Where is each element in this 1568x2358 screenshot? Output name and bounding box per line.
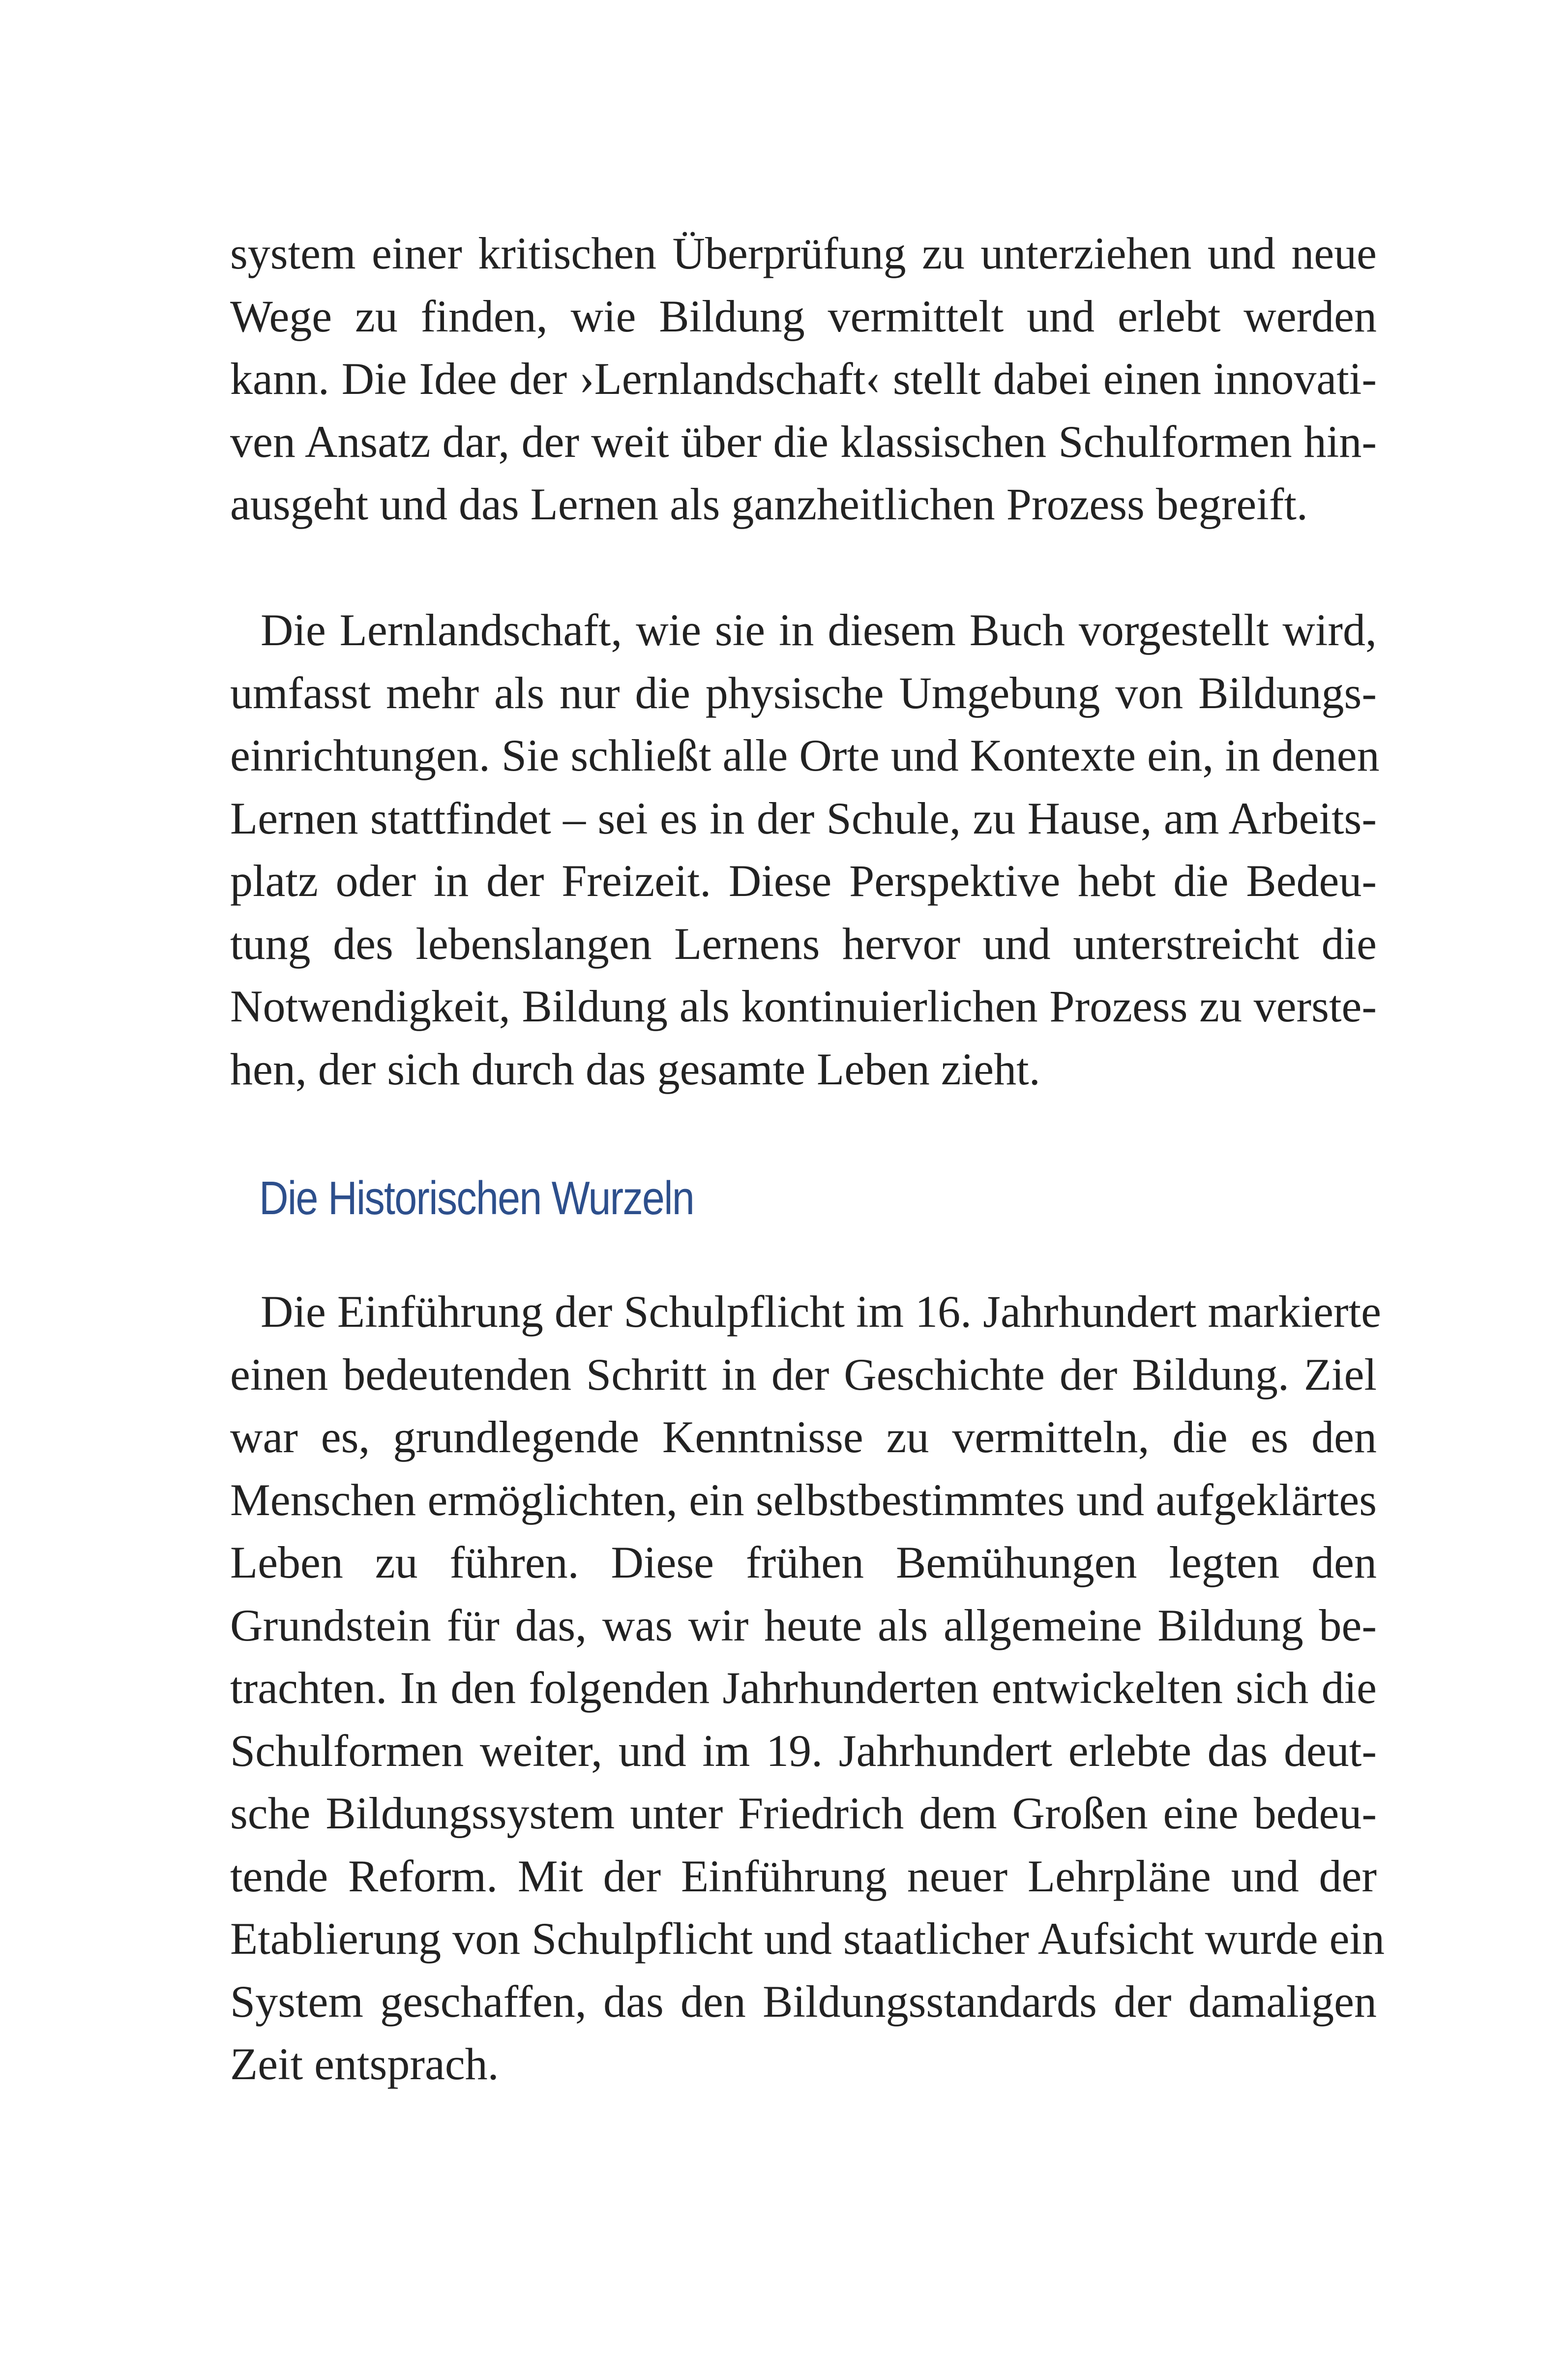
text-line: platz oder in der Freizeit. Diese Perspektive hebt die Bedeu-	[230, 856, 1377, 906]
text-line: tende Reform. Mit der Einführung neuer Lehrpläne und der	[230, 1851, 1377, 1901]
text-line: Die Lernlandschaft, wie sie in diesem Buch vorgestellt wird,	[261, 605, 1377, 655]
text-line: Die Einführung der Schulpflicht im 16. Jahrhundert markierte	[261, 1286, 1381, 1337]
text-line: war es, grundlegende Kenntnisse zu vermitteln, die es den	[230, 1412, 1377, 1462]
text-line: kann. Die Idee der ›Lernlandschaft‹ stellt dabei einen innovati-	[230, 354, 1377, 404]
text-line: Lernen stattfindet – sei es in der Schule, zu Hause, am Arbeits-	[230, 793, 1377, 843]
text-line: ven Ansatz dar, der weit über die klassischen Schulformen hin-	[230, 416, 1377, 467]
paragraph-continuation	[230, 222, 1377, 536]
text-line: Schulformen weiter, und im 19. Jahrhundert erlebte das deut-	[230, 1725, 1377, 1776]
text-line: umfasst mehr als nur die physische Umgebung von Bildungs-	[230, 667, 1377, 718]
text-line: Etablierung von Schulpflicht und staatlicher Aufsicht wurde ein	[230, 1913, 1385, 1964]
text-line: Menschen ermöglichten, ein selbstbestimmtes und aufgeklärtes	[230, 1474, 1377, 1525]
text-line: sche Bildungssystem unter Friedrich dem Großen eine bedeu-	[230, 1788, 1377, 1838]
section-heading: Die Historischen Wurzeln	[259, 1172, 694, 1224]
text-line: hen, der sich durch das gesamte Leben zieht.	[230, 1044, 1040, 1094]
text-line: einen bedeutenden Schritt in der Geschichte der Bildung. Ziel	[230, 1349, 1377, 1400]
text-line: Wege zu finden, wie Bildung vermittelt und erlebt werden	[230, 291, 1377, 341]
text-line: tung des lebenslangen Lernens hervor und unterstreicht die	[230, 918, 1377, 969]
text-line: einrichtungen. Sie schließt alle Orte und Kontexte ein, in denen	[230, 730, 1380, 780]
text-line: Grundstein für das, was wir heute als allgemeine Bildung be-	[230, 1600, 1377, 1650]
paragraph-lernlandschaft	[230, 599, 1380, 1101]
text-line: Zeit entsprach.	[230, 2039, 499, 2089]
text-line: ausgeht und das Lernen als ganzheitlichen Prozess begreift.	[230, 479, 1308, 529]
text-line: trachten. In den folgenden Jahrhunderten entwickelten sich die	[230, 1663, 1377, 1713]
text-line: Notwendigkeit, Bildung als kontinuierlichen Prozess zu verste-	[230, 981, 1377, 1031]
text-line: Leben zu führen. Diese frühen Bemühungen legten den	[230, 1537, 1377, 1587]
text-line: system einer kritischen Überprüfung zu unterziehen und neue	[230, 228, 1377, 278]
paragraph-historische-wurzeln	[230, 1281, 1385, 2096]
text-line: System geschaffen, das den Bildungsstandards der damaligen	[230, 1976, 1377, 2027]
